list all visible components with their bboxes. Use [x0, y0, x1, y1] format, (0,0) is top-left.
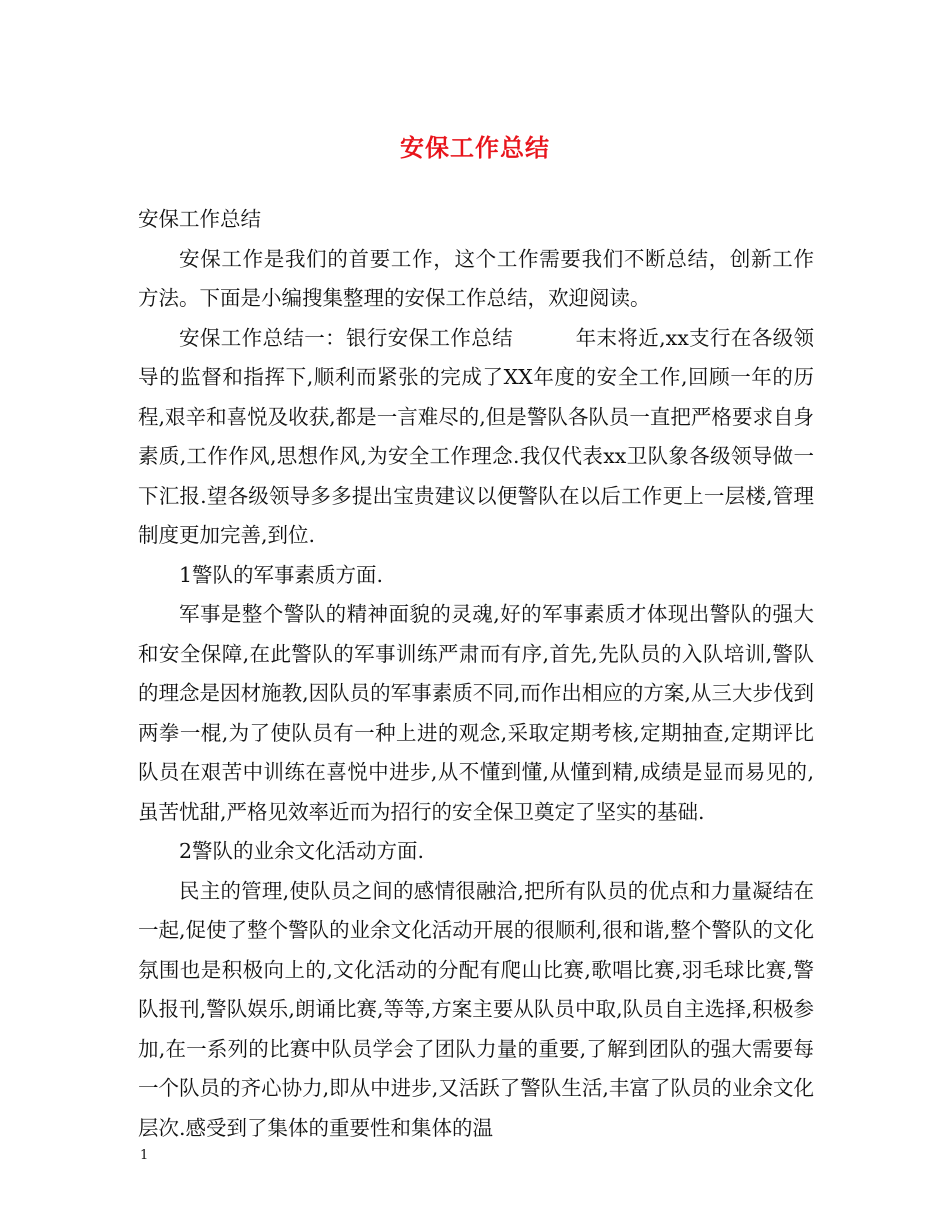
document-title: 安保工作总结 — [400, 133, 550, 162]
section-heading-culture: 2警队的业余文化活动方面. — [179, 839, 425, 863]
paragraph-military: 军事是整个警队的精神面貌的灵魂,好的军事素质才体现出警队的强大和安全保障,在此警队的军事训练严肃而有序,首先,先队员的入队培训,警队的理念是因材施教,因队员的军事素质不同,而作出相应的方案,从三大步伐到两拳一棍,为了使队员有一种上进的观念,采取定期考核,定期抽查,定期评比队员在艰苦中训练在喜悦中进步,从不懂到懂,从懂到精,成绩是显而易见的,虽苦忧甜,严格见效率近而为招行的安全保卫奠定了坚实的基础. — [138, 602, 814, 824]
section-heading-military: 1警队的军事素质方面. — [179, 562, 384, 587]
document-subtitle: 安保工作总结 — [138, 207, 261, 231]
paragraph-summary-one: 安保工作总结一：银行安保工作总结 年末将近,xx支行在各级领导的监督和指挥下,顺利而紧张的完成了XX年度的安全工作,回顾一年的历程,艰辛和喜悦及收获,都是一言难尽的,但是警队各队员一直把严格要求自身素质,工作作风,思想作风,为安全工作理念.我仅代表xx卫队象各级领导做一下汇报.望各级领导多多提出宝贵建议以便警队在以后工作更上一层楼,管理制度更加完善,到位. — [138, 325, 814, 547]
paragraph-culture: 民主的管理,使队员之间的感情很融洽,把所有队员的优点和力量凝结在一起,促使了整个警队的业余文化活动开展的很顺利,很和谐,整个警队的文化氛围也是积极向上的,文化活动的分配有爬山比赛,歌唱比赛,羽毛球比赛,警队报刊,警队娱乐,朗诵比赛,等等,方案主要从队员中取,队员自主选择,积极参加,在一系列的比赛中队员学会了团队力量的重要,了解到团队的强大需要每一个队员的齐心协力,即从中进步,又活跃了警队生活,丰富了队员的业余文化层次.感受到了集体的重要性和集体的温 — [138, 878, 814, 1140]
paragraph-intro: 安保工作是我们的首要工作，这个工作需要我们不断总结，创新工作方法。下面是小编搜集整理的安保工作总结，欢迎阅读。 — [138, 246, 814, 310]
document-body — [138, 200, 814, 1148]
page-number: 1 — [140, 1148, 149, 1163]
